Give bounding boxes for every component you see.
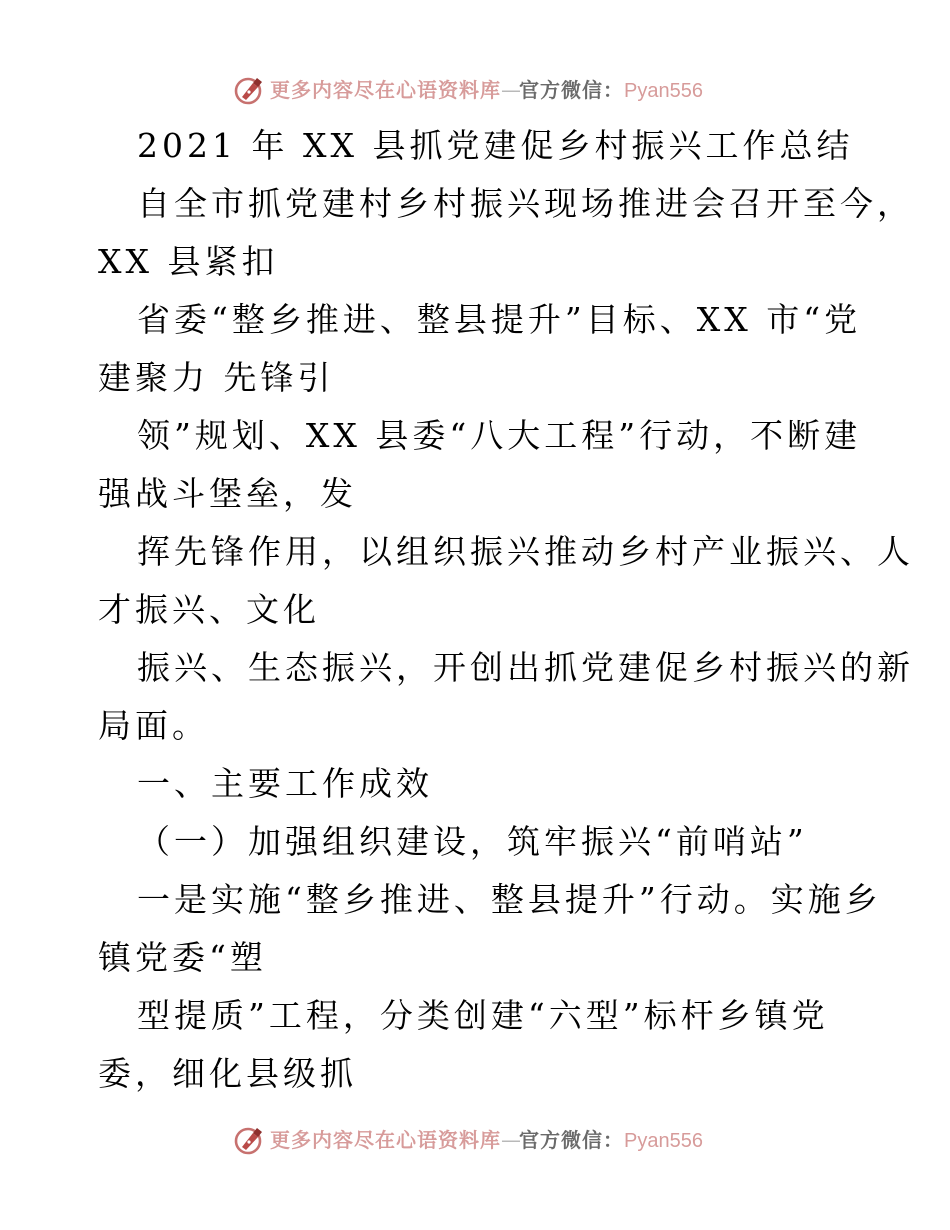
watermark-wechat-id: Pyan556 [624,80,703,102]
watermark-banner-bottom [0,1122,950,1158]
watermark-site-text: 更多内容尽在心语资料库 [270,1128,501,1152]
paragraph-line: 型提质”工程，分类创建“六型”标杆乡镇党 [137,996,829,1035]
paragraph-line: 委，细化县级抓 [98,1054,357,1093]
paragraph-line: 振兴、生态振兴，开创出抓党建促乡村振兴的新 [137,648,914,687]
section-heading: 一、主要工作成效 [137,764,433,803]
paragraph-line: 才振兴、文化 [98,590,320,629]
subsection-heading: （一）加强组织建设，筑牢振兴“前哨站” [137,822,808,861]
watermark-wechat-label: 官方微信： [519,78,624,102]
watermark-dash: — [501,78,519,102]
watermark-banner-top [0,72,950,108]
paragraph-line: 挥先锋作用，以组织振兴推动乡村产业振兴、人 [137,532,914,571]
paragraph-line: 领”规划、XX 县委“八大工程”行动，不断建 [137,416,862,455]
paragraph-line: 镇党委“塑 [98,938,267,977]
paragraph-line: 局面。 [98,706,209,745]
watermark-wechat-label: 官方微信： [519,1128,624,1152]
document-title: 2021 年 XX 县抓党建促乡村振兴工作总结 [137,126,854,165]
watermark-site-text: 更多内容尽在心语资料库 [270,78,501,102]
watermark-text [270,77,703,104]
pen-nib-circle-icon [233,1124,265,1156]
watermark-dash: — [501,1128,519,1152]
paragraph-line: 自全市抓党建村乡村振兴现场推进会召开至今， [137,184,914,223]
watermark-wechat-id: Pyan556 [624,1130,703,1152]
watermark-text [270,1127,703,1154]
paragraph-line: 强战斗堡垒，发 [98,474,357,513]
paragraph-line: 建聚力 先锋引 [98,358,335,397]
pen-nib-circle-icon [233,74,265,106]
paragraph-line: 一是实施“整乡推进、整县提升”行动。实施乡 [137,880,882,919]
paragraph-line: 省委“整乡推进、整县提升”目标、XX 市“党 [137,300,862,339]
paragraph-line: XX 县紧扣 [98,242,279,281]
